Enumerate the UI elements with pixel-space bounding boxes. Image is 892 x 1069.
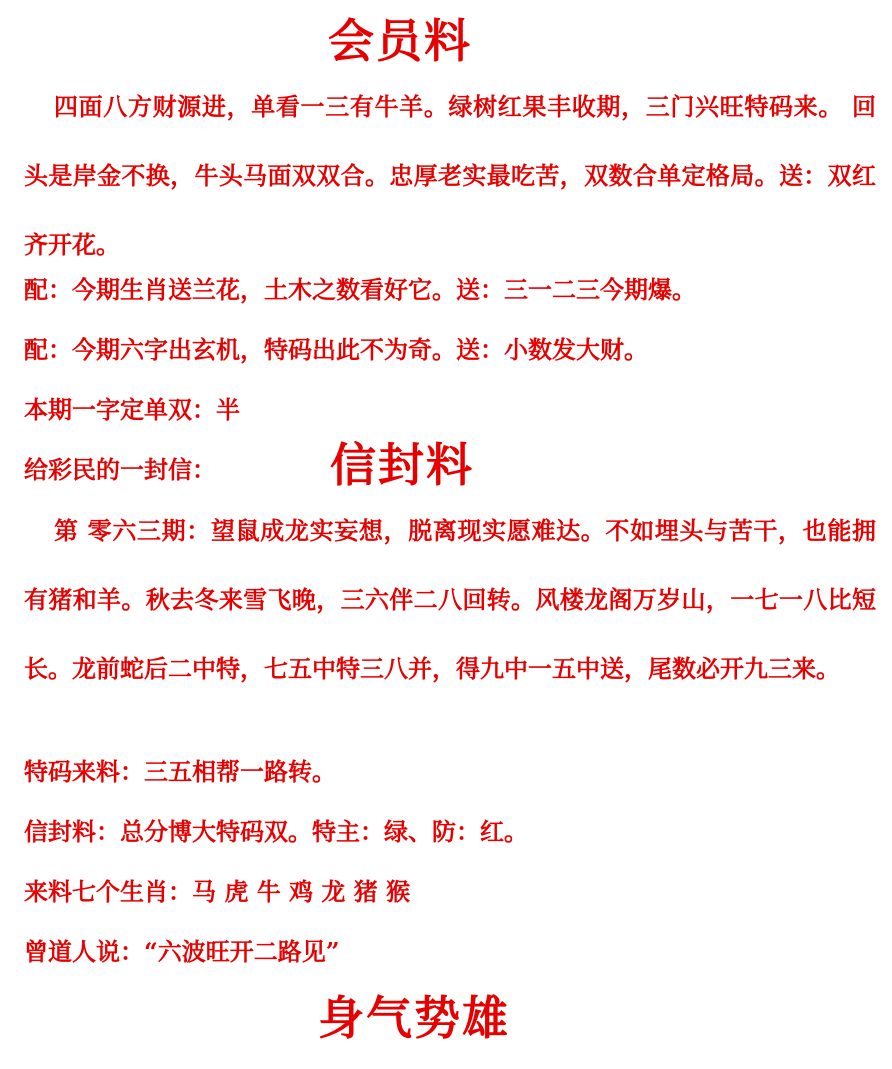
- title-envelope-material: 信封料: [330, 438, 474, 492]
- title-bottom-slogan: 身气势雄: [318, 991, 510, 1045]
- envelope-line: 信封料：总分博大特码双。特主：绿、防：红。: [24, 817, 528, 846]
- one-character-line: 本期一字定单双：半: [24, 395, 240, 424]
- pei-line-1: 配：今期生肖送兰花，土木之数看好它。送：三一二三今期爆。: [24, 275, 696, 304]
- poem-paragraph-2: 第 零六三期：望鼠成龙实妄想，脱离现实愿难达。不如埋头与苦干，也能拥有猪和羊。秋去冬来雪飞晚，三六伴二八回转。风楼龙阁万岁山，一七一八比短长。龙前蛇后二中特，七五中特三八并，得九中一五中送，尾数必开九三来。: [24, 516, 876, 683]
- title-member-material: 会员料: [328, 14, 472, 68]
- daoist-says-line: 曾道人说：“六波旺开二路见”: [24, 937, 340, 966]
- seven-zodiac-line: 来料七个生肖：马 虎 牛 鸡 龙 猪 猴: [24, 877, 411, 906]
- letter-label: 给彩民的一封信：: [24, 455, 216, 484]
- pei-line-2: 配：今期六字出玄机，特码出此不为奇。送：小数发大财。: [24, 335, 648, 364]
- poem-paragraph-1: 四面八方财源进，单看一三有牛羊。绿树红果丰收期，三门兴旺特码来。 回头是岸金不换，牛头马面双双合。忠厚老实最吃苦，双数合单定格局。送：双红齐开花。: [24, 92, 876, 259]
- special-code-line: 特码来料：三五相帮一路转。: [24, 757, 336, 786]
